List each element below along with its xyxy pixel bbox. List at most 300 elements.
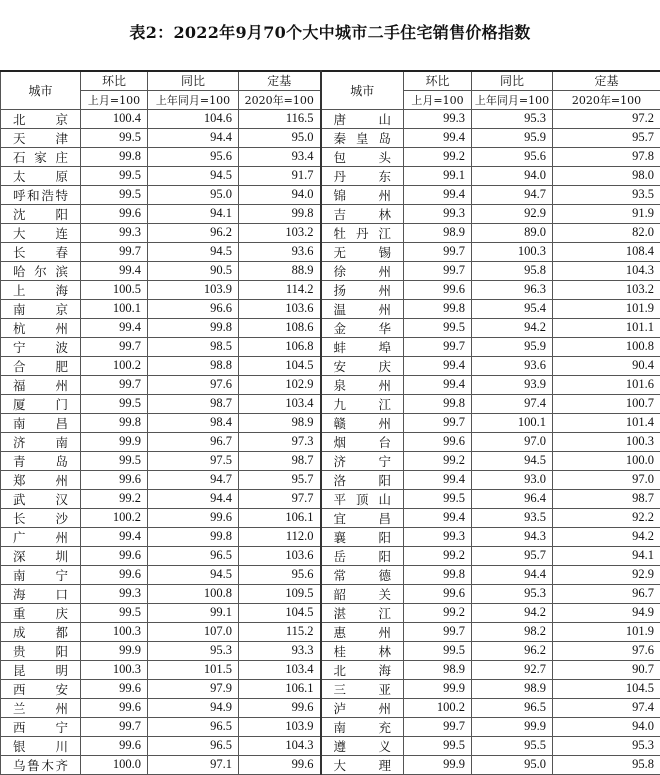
mom-left-cell: 99.4 <box>81 318 148 337</box>
city-right-cell: 遵义 <box>321 736 404 755</box>
base-left-cell: 115.2 <box>239 622 321 641</box>
table-header <box>1 71 660 109</box>
city-right-cell: 桂林 <box>321 641 404 660</box>
city-left-cell: 广州 <box>1 527 81 546</box>
table-row <box>1 622 660 641</box>
yoy-left-cell: 98.5 <box>148 337 239 356</box>
base-subheader-left: 2020年=100 <box>239 90 321 109</box>
base-right-cell: 101.4 <box>553 413 660 432</box>
mom-left-cell: 99.6 <box>81 546 148 565</box>
yoy-left-cell: 101.5 <box>148 660 239 679</box>
mom-left-cell: 99.2 <box>81 489 148 508</box>
yoy-left-cell: 94.4 <box>148 489 239 508</box>
mom-left-cell: 99.3 <box>81 223 148 242</box>
mom-right-cell: 99.4 <box>404 470 472 489</box>
yoy-right-cell: 97.0 <box>472 432 553 451</box>
table-row <box>1 584 660 603</box>
yoy-right-cell: 99.9 <box>472 717 553 736</box>
base-left-cell: 99.6 <box>239 755 321 774</box>
mom-right-cell: 99.7 <box>404 622 472 641</box>
base-right-cell: 94.9 <box>553 603 660 622</box>
city-left-cell: 西宁 <box>1 717 81 736</box>
base-left-cell: 103.4 <box>239 394 321 413</box>
yoy-right-cell: 95.7 <box>472 546 553 565</box>
city-right-cell: 金华 <box>321 318 404 337</box>
yoy-right-cell: 95.9 <box>472 128 553 147</box>
base-right-cell: 104.3 <box>553 261 660 280</box>
city-left-cell: 太原 <box>1 166 81 185</box>
base-left-cell: 108.6 <box>239 318 321 337</box>
base-subheader-right: 2020年=100 <box>553 90 660 109</box>
yoy-left-cell: 103.9 <box>148 280 239 299</box>
table-row <box>1 261 660 280</box>
base-left-cell: 94.0 <box>239 185 321 204</box>
base-right-cell: 97.6 <box>553 641 660 660</box>
base-right-cell: 97.0 <box>553 470 660 489</box>
city-left-cell: 昆明 <box>1 660 81 679</box>
base-right-cell: 97.4 <box>553 698 660 717</box>
mom-left-cell: 99.7 <box>81 242 148 261</box>
city-left-cell: 福州 <box>1 375 81 394</box>
mom-left-cell: 99.6 <box>81 679 148 698</box>
table-row <box>1 242 660 261</box>
base-left-cell: 112.0 <box>239 527 321 546</box>
base-left-cell: 106.1 <box>239 508 321 527</box>
base-left-cell: 97.7 <box>239 489 321 508</box>
city-left-cell: 青岛 <box>1 451 81 470</box>
mom-right-cell: 99.5 <box>404 736 472 755</box>
yoy-left-cell: 99.6 <box>148 508 239 527</box>
mom-header-left: 环比 <box>81 71 148 90</box>
mom-right-cell: 99.4 <box>404 128 472 147</box>
mom-right-cell: 98.9 <box>404 660 472 679</box>
city-left-cell: 厦门 <box>1 394 81 413</box>
mom-left-cell: 99.8 <box>81 413 148 432</box>
city-right-cell: 徐州 <box>321 261 404 280</box>
mom-left-cell: 99.4 <box>81 261 148 280</box>
mom-right-cell: 99.4 <box>404 185 472 204</box>
base-left-cell: 116.5 <box>239 109 321 128</box>
yoy-left-cell: 104.6 <box>148 109 239 128</box>
base-left-cell: 103.9 <box>239 717 321 736</box>
mom-left-cell: 99.5 <box>81 185 148 204</box>
mom-right-cell: 99.8 <box>404 299 472 318</box>
city-left-cell: 郑州 <box>1 470 81 489</box>
base-left-cell: 93.3 <box>239 641 321 660</box>
table-row <box>1 698 660 717</box>
yoy-left-cell: 107.0 <box>148 622 239 641</box>
yoy-right-cell: 94.3 <box>472 527 553 546</box>
city-left-cell: 北京 <box>1 109 81 128</box>
base-left-cell: 98.7 <box>239 451 321 470</box>
city-right-cell: 锦州 <box>321 185 404 204</box>
city-right-cell: 蚌埠 <box>321 337 404 356</box>
yoy-left-cell: 90.5 <box>148 261 239 280</box>
yoy-left-cell: 96.5 <box>148 736 239 755</box>
table-row <box>1 641 660 660</box>
city-left-cell: 西安 <box>1 679 81 698</box>
mom-right-cell: 99.7 <box>404 242 472 261</box>
mom-left-cell: 100.0 <box>81 755 148 774</box>
base-left-cell: 97.3 <box>239 432 321 451</box>
table-row <box>1 204 660 223</box>
city-right-cell: 安庆 <box>321 356 404 375</box>
base-right-cell: 93.5 <box>553 185 660 204</box>
city-left-cell: 乌鲁木齐 <box>1 755 81 774</box>
base-left-cell: 109.5 <box>239 584 321 603</box>
city-right-cell: 韶关 <box>321 584 404 603</box>
city-right-cell: 丹东 <box>321 166 404 185</box>
yoy-left-cell: 94.1 <box>148 204 239 223</box>
base-left-cell: 93.4 <box>239 147 321 166</box>
base-right-cell: 97.8 <box>553 147 660 166</box>
table-row <box>1 356 660 375</box>
city-right-cell: 牡丹江 <box>321 223 404 242</box>
table-row <box>1 299 660 318</box>
table-row <box>1 660 660 679</box>
base-right-cell: 94.0 <box>553 717 660 736</box>
yoy-right-cell: 94.0 <box>472 166 553 185</box>
mom-left-cell: 99.6 <box>81 470 148 489</box>
table-row <box>1 717 660 736</box>
base-right-cell: 101.9 <box>553 299 660 318</box>
yoy-left-cell: 96.2 <box>148 223 239 242</box>
yoy-left-cell: 94.5 <box>148 242 239 261</box>
base-right-cell: 97.2 <box>553 109 660 128</box>
yoy-left-cell: 94.7 <box>148 470 239 489</box>
city-right-cell: 三亚 <box>321 679 404 698</box>
mom-right-cell: 99.7 <box>404 413 472 432</box>
city-left-cell: 石家庄 <box>1 147 81 166</box>
city-left-cell: 天津 <box>1 128 81 147</box>
yoy-left-cell: 97.9 <box>148 679 239 698</box>
base-right-cell: 100.3 <box>553 432 660 451</box>
city-left-cell: 大连 <box>1 223 81 242</box>
yoy-left-cell: 96.7 <box>148 432 239 451</box>
base-right-cell: 101.1 <box>553 318 660 337</box>
city-left-cell: 兰州 <box>1 698 81 717</box>
mom-right-cell: 99.6 <box>404 432 472 451</box>
table-row <box>1 565 660 584</box>
mom-right-cell: 99.9 <box>404 755 472 774</box>
base-left-cell: 95.6 <box>239 565 321 584</box>
yoy-right-cell: 95.6 <box>472 147 553 166</box>
yoy-right-cell: 100.3 <box>472 242 553 261</box>
table-row <box>1 527 660 546</box>
base-right-cell: 90.7 <box>553 660 660 679</box>
yoy-header-right: 同比 <box>472 71 553 90</box>
city-left-cell: 武汉 <box>1 489 81 508</box>
base-left-cell: 104.5 <box>239 356 321 375</box>
mom-right-cell: 99.5 <box>404 318 472 337</box>
table-row <box>1 508 660 527</box>
base-left-cell: 99.6 <box>239 698 321 717</box>
city-right-cell: 九江 <box>321 394 404 413</box>
yoy-left-cell: 94.4 <box>148 128 239 147</box>
city-left-cell: 沈阳 <box>1 204 81 223</box>
table-row <box>1 755 660 774</box>
yoy-right-cell: 96.3 <box>472 280 553 299</box>
base-left-cell: 103.6 <box>239 546 321 565</box>
mom-right-cell: 100.2 <box>404 698 472 717</box>
mom-header-right: 环比 <box>404 71 472 90</box>
mom-left-cell: 99.6 <box>81 698 148 717</box>
yoy-right-cell: 95.8 <box>472 261 553 280</box>
mom-right-cell: 99.5 <box>404 641 472 660</box>
yoy-left-cell: 96.5 <box>148 717 239 736</box>
city-right-cell: 宜昌 <box>321 508 404 527</box>
base-left-cell: 103.6 <box>239 299 321 318</box>
table-row <box>1 413 660 432</box>
city-left-cell: 杭州 <box>1 318 81 337</box>
table-row <box>1 223 660 242</box>
yoy-left-cell: 98.8 <box>148 356 239 375</box>
table-row <box>1 470 660 489</box>
city-right-cell: 湛江 <box>321 603 404 622</box>
mom-left-cell: 100.1 <box>81 299 148 318</box>
yoy-left-cell: 97.1 <box>148 755 239 774</box>
city-right-cell: 大理 <box>321 755 404 774</box>
city-right-cell: 洛阳 <box>321 470 404 489</box>
yoy-left-cell: 99.8 <box>148 318 239 337</box>
base-left-cell: 104.5 <box>239 603 321 622</box>
base-right-cell: 100.7 <box>553 394 660 413</box>
base-right-cell: 91.9 <box>553 204 660 223</box>
base-right-cell: 82.0 <box>553 223 660 242</box>
table-row <box>1 394 660 413</box>
yoy-subheader-right: 上年同月=100 <box>472 90 553 109</box>
base-right-cell: 103.2 <box>553 280 660 299</box>
yoy-right-cell: 96.2 <box>472 641 553 660</box>
base-header-right: 定基 <box>553 71 660 90</box>
city-right-cell: 泸州 <box>321 698 404 717</box>
base-right-cell: 98.0 <box>553 166 660 185</box>
yoy-right-cell: 96.4 <box>472 489 553 508</box>
mom-subheader-left: 上月=100 <box>81 90 148 109</box>
base-right-cell: 92.9 <box>553 565 660 584</box>
table-row <box>1 109 660 128</box>
mom-left-cell: 99.7 <box>81 337 148 356</box>
mom-right-cell: 99.2 <box>404 546 472 565</box>
base-left-cell: 103.2 <box>239 223 321 242</box>
city-right-cell: 南充 <box>321 717 404 736</box>
city-right-cell: 烟台 <box>321 432 404 451</box>
city-right-cell: 秦皇岛 <box>321 128 404 147</box>
city-left-cell: 长春 <box>1 242 81 261</box>
city-right-cell: 常德 <box>321 565 404 584</box>
mom-left-cell: 99.9 <box>81 432 148 451</box>
yoy-right-cell: 93.9 <box>472 375 553 394</box>
base-right-cell: 100.8 <box>553 337 660 356</box>
yoy-left-cell: 96.6 <box>148 299 239 318</box>
city-left-cell: 哈尔滨 <box>1 261 81 280</box>
base-right-cell: 95.8 <box>553 755 660 774</box>
base-right-cell: 90.4 <box>553 356 660 375</box>
mom-left-cell: 99.7 <box>81 717 148 736</box>
city-left-cell: 成都 <box>1 622 81 641</box>
table-row <box>1 546 660 565</box>
base-right-cell: 108.4 <box>553 242 660 261</box>
price-index-table <box>0 70 660 775</box>
city-left-cell: 重庆 <box>1 603 81 622</box>
table-row <box>1 128 660 147</box>
city-right-cell: 济宁 <box>321 451 404 470</box>
mom-right-cell: 99.4 <box>404 356 472 375</box>
city-right-cell: 包头 <box>321 147 404 166</box>
table-title: 表2：2022年9月70个大中城市二手住宅销售价格指数 <box>0 20 660 43</box>
city-right-cell: 吉林 <box>321 204 404 223</box>
mom-left-cell: 99.5 <box>81 603 148 622</box>
city-right-cell: 赣州 <box>321 413 404 432</box>
table-row <box>1 280 660 299</box>
yoy-subheader-left: 上年同月=100 <box>148 90 239 109</box>
mom-right-cell: 99.9 <box>404 679 472 698</box>
base-left-cell: 88.9 <box>239 261 321 280</box>
city-left-cell: 济南 <box>1 432 81 451</box>
mom-left-cell: 99.6 <box>81 204 148 223</box>
mom-right-cell: 99.7 <box>404 261 472 280</box>
table-row <box>1 185 660 204</box>
base-left-cell: 93.6 <box>239 242 321 261</box>
yoy-right-cell: 95.3 <box>472 584 553 603</box>
city-left-cell: 南京 <box>1 299 81 318</box>
yoy-left-cell: 98.7 <box>148 394 239 413</box>
yoy-right-cell: 93.6 <box>472 356 553 375</box>
mom-right-cell: 99.6 <box>404 584 472 603</box>
yoy-right-cell: 92.7 <box>472 660 553 679</box>
city-left-cell: 南宁 <box>1 565 81 584</box>
table-row <box>1 337 660 356</box>
mom-subheader-right: 上月=100 <box>404 90 472 109</box>
city-right-cell: 平顶山 <box>321 489 404 508</box>
yoy-left-cell: 99.8 <box>148 527 239 546</box>
table-row <box>1 679 660 698</box>
mom-left-cell: 100.4 <box>81 109 148 128</box>
city-left-cell: 上海 <box>1 280 81 299</box>
mom-left-cell: 99.5 <box>81 394 148 413</box>
yoy-right-cell: 93.0 <box>472 470 553 489</box>
mom-right-cell: 99.8 <box>404 565 472 584</box>
yoy-right-cell: 98.9 <box>472 679 553 698</box>
base-left-cell: 95.0 <box>239 128 321 147</box>
mom-right-cell: 99.4 <box>404 508 472 527</box>
yoy-left-cell: 95.6 <box>148 147 239 166</box>
yoy-right-cell: 100.1 <box>472 413 553 432</box>
city-left-cell: 贵阳 <box>1 641 81 660</box>
base-right-cell: 92.2 <box>553 508 660 527</box>
city-right-cell: 惠州 <box>321 622 404 641</box>
mom-left-cell: 100.3 <box>81 660 148 679</box>
yoy-right-cell: 94.2 <box>472 318 553 337</box>
mom-left-cell: 99.6 <box>81 736 148 755</box>
base-right-cell: 101.6 <box>553 375 660 394</box>
table-row <box>1 166 660 185</box>
yoy-left-cell: 98.4 <box>148 413 239 432</box>
base-right-cell: 95.7 <box>553 128 660 147</box>
base-right-cell: 98.7 <box>553 489 660 508</box>
city-right-cell: 唐山 <box>321 109 404 128</box>
base-right-cell: 94.2 <box>553 527 660 546</box>
city-left-cell: 海口 <box>1 584 81 603</box>
mom-left-cell: 99.4 <box>81 527 148 546</box>
city-right-cell: 扬州 <box>321 280 404 299</box>
city-right-cell: 泉州 <box>321 375 404 394</box>
base-left-cell: 106.8 <box>239 337 321 356</box>
city-right-cell: 襄阳 <box>321 527 404 546</box>
base-left-cell: 102.9 <box>239 375 321 394</box>
mom-right-cell: 99.3 <box>404 527 472 546</box>
base-left-cell: 99.8 <box>239 204 321 223</box>
city-right-cell: 无锡 <box>321 242 404 261</box>
yoy-left-cell: 96.5 <box>148 546 239 565</box>
base-right-cell: 94.1 <box>553 546 660 565</box>
mom-right-cell: 99.3 <box>404 204 472 223</box>
mom-left-cell: 100.3 <box>81 622 148 641</box>
city-right-cell: 温州 <box>321 299 404 318</box>
yoy-right-cell: 93.5 <box>472 508 553 527</box>
yoy-right-cell: 98.2 <box>472 622 553 641</box>
mom-right-cell: 99.4 <box>404 375 472 394</box>
table-row <box>1 603 660 622</box>
yoy-left-cell: 99.1 <box>148 603 239 622</box>
mom-left-cell: 99.5 <box>81 166 148 185</box>
table-body <box>1 109 660 774</box>
yoy-right-cell: 96.5 <box>472 698 553 717</box>
yoy-left-cell: 95.0 <box>148 185 239 204</box>
yoy-left-cell: 94.9 <box>148 698 239 717</box>
mom-right-cell: 99.8 <box>404 394 472 413</box>
yoy-right-cell: 95.5 <box>472 736 553 755</box>
mom-right-cell: 99.1 <box>404 166 472 185</box>
mom-left-cell: 99.5 <box>81 128 148 147</box>
mom-right-cell: 99.2 <box>404 451 472 470</box>
table-row <box>1 432 660 451</box>
yoy-left-cell: 97.6 <box>148 375 239 394</box>
yoy-left-cell: 94.5 <box>148 166 239 185</box>
yoy-right-cell: 94.7 <box>472 185 553 204</box>
city-left-cell: 合肥 <box>1 356 81 375</box>
base-right-cell: 101.9 <box>553 622 660 641</box>
city-left-cell: 长沙 <box>1 508 81 527</box>
table-row <box>1 147 660 166</box>
mom-left-cell: 99.6 <box>81 565 148 584</box>
base-right-cell: 104.5 <box>553 679 660 698</box>
city-right-cell: 岳阳 <box>321 546 404 565</box>
mom-left-cell: 99.9 <box>81 641 148 660</box>
mom-right-cell: 99.3 <box>404 109 472 128</box>
base-header-left: 定基 <box>239 71 321 90</box>
mom-left-cell: 100.2 <box>81 356 148 375</box>
city-header-left: 城市 <box>1 71 81 109</box>
base-right-cell: 100.0 <box>553 451 660 470</box>
base-left-cell: 95.7 <box>239 470 321 489</box>
mom-left-cell: 100.2 <box>81 508 148 527</box>
base-right-cell: 96.7 <box>553 584 660 603</box>
city-left-cell: 深圳 <box>1 546 81 565</box>
city-left-cell: 银川 <box>1 736 81 755</box>
city-right-cell: 北海 <box>321 660 404 679</box>
table-row <box>1 489 660 508</box>
base-left-cell: 114.2 <box>239 280 321 299</box>
city-left-cell: 宁波 <box>1 337 81 356</box>
table-row <box>1 451 660 470</box>
mom-right-cell: 98.9 <box>404 223 472 242</box>
base-left-cell: 104.3 <box>239 736 321 755</box>
mom-right-cell: 99.7 <box>404 717 472 736</box>
yoy-left-cell: 97.5 <box>148 451 239 470</box>
yoy-right-cell: 92.9 <box>472 204 553 223</box>
city-left-cell: 南昌 <box>1 413 81 432</box>
